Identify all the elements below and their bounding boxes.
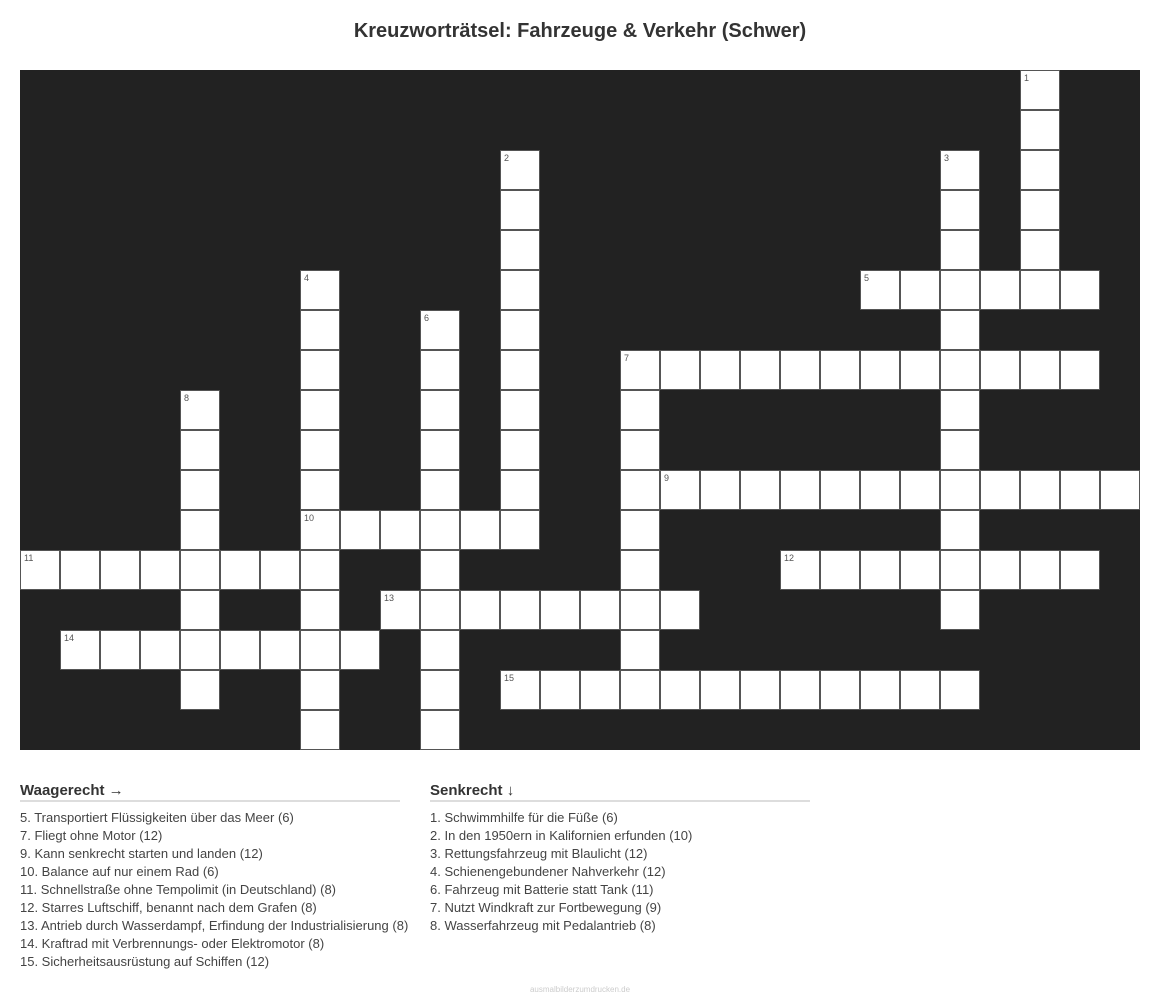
crossword-cell[interactable] [1020, 350, 1060, 390]
down-clue: 7. Nutzt Windkraft zur Fortbewegung (9) [430, 900, 662, 915]
crossword-cell[interactable] [580, 590, 620, 630]
crossword-cell[interactable] [500, 670, 540, 710]
crossword-grid [20, 70, 1140, 750]
clue-number: 9 [664, 473, 670, 483]
crossword-cell[interactable] [940, 550, 980, 590]
crossword-cell[interactable] [660, 670, 700, 710]
crossword-cell[interactable] [500, 270, 540, 310]
crossword-cell[interactable] [500, 190, 540, 230]
crossword-cell[interactable] [820, 670, 860, 710]
crossword-cell[interactable] [180, 630, 220, 670]
crossword-cell[interactable] [620, 590, 660, 630]
across-clue-list [20, 809, 409, 971]
crossword-cell[interactable] [20, 550, 60, 590]
clue-number: 13 [384, 593, 395, 603]
crossword-cell[interactable] [180, 510, 220, 550]
clue-number: 8 [184, 393, 190, 403]
crossword-cell[interactable] [620, 430, 660, 470]
crossword-cell[interactable] [980, 550, 1020, 590]
crossword-cell[interactable] [980, 470, 1020, 510]
crossword-cell[interactable] [700, 670, 740, 710]
clue-number: 3 [944, 153, 950, 163]
crossword-cell[interactable] [940, 390, 980, 430]
crossword-cell[interactable] [900, 270, 940, 310]
crossword-cell[interactable] [300, 590, 340, 630]
crossword-cell[interactable] [940, 150, 980, 190]
crossword-cell[interactable] [100, 630, 140, 670]
crossword-cell[interactable] [500, 590, 540, 630]
down-clues-section [430, 782, 810, 935]
crossword-cell[interactable] [420, 350, 460, 390]
crossword-cell[interactable] [380, 590, 420, 630]
down-clue-list [430, 809, 810, 935]
down-clue: 8. Wasserfahrzeug mit Pedalantrieb (8) [430, 918, 656, 933]
crossword-cell[interactable] [60, 550, 100, 590]
crossword-cell[interactable] [140, 630, 180, 670]
crossword-cell[interactable] [1020, 190, 1060, 230]
crossword-cell[interactable] [300, 510, 340, 550]
crossword-cell[interactable] [500, 350, 540, 390]
crossword-cell[interactable] [900, 550, 940, 590]
crossword-cell[interactable] [180, 390, 220, 430]
crossword-cell[interactable] [620, 510, 660, 550]
crossword-cell[interactable] [860, 350, 900, 390]
crossword-cell[interactable] [500, 390, 540, 430]
crossword-cell[interactable] [220, 630, 260, 670]
crossword-cell[interactable] [860, 670, 900, 710]
crossword-cell[interactable] [940, 470, 980, 510]
crossword-cell[interactable] [940, 430, 980, 470]
puzzle-title: Kreuzworträtsel: Fahrzeuge & Verkehr (Schwer) [353, 20, 807, 42]
crossword-cell[interactable] [940, 230, 980, 270]
crossword-cell[interactable] [1060, 270, 1100, 310]
down-clue: 2. In den 1950ern in Kalifornien erfunden (10) [430, 828, 693, 843]
crossword-cell[interactable] [300, 310, 340, 350]
crossword-cell[interactable] [100, 550, 140, 590]
crossword-cell[interactable] [180, 550, 220, 590]
crossword-cell[interactable] [1020, 150, 1060, 190]
crossword-cell[interactable] [860, 470, 900, 510]
crossword-cell[interactable] [700, 470, 740, 510]
crossword-cell[interactable] [820, 470, 860, 510]
clue-number: 5 [864, 273, 870, 283]
crossword-cell[interactable] [180, 670, 220, 710]
down-heading: Senkrecht ↓ [430, 782, 810, 802]
crossword-cell[interactable] [1100, 470, 1140, 510]
crossword-cell[interactable] [540, 590, 580, 630]
crossword-cell[interactable] [660, 470, 700, 510]
clue-number: 2 [504, 153, 510, 163]
crossword-cell[interactable] [1020, 230, 1060, 270]
crossword-cell[interactable] [300, 390, 340, 430]
clue-number: 6 [424, 313, 430, 323]
across-clue: 14. Kraftrad mit Verbrennungs- oder Elektromotor (8) [20, 936, 325, 951]
crossword-cell[interactable] [1060, 470, 1100, 510]
across-heading: Waagerecht → [20, 782, 400, 802]
crossword-cell[interactable] [420, 310, 460, 350]
crossword-cell[interactable] [340, 630, 380, 670]
crossword-cell[interactable] [820, 550, 860, 590]
crossword-cell[interactable] [300, 350, 340, 390]
crossword-cell[interactable] [940, 350, 980, 390]
across-clue: 10. Balance auf nur einem Rad (6) [20, 864, 219, 879]
crossword-cell[interactable] [500, 150, 540, 190]
crossword-cell[interactable] [860, 270, 900, 310]
crossword-cell[interactable] [620, 630, 660, 670]
crossword-cell[interactable] [420, 430, 460, 470]
crossword-cell[interactable] [500, 510, 540, 550]
crossword-cell[interactable] [620, 670, 660, 710]
crossword-cell[interactable] [420, 710, 460, 750]
across-clue: 13. Antrieb durch Wasserdampf, Erfindung der Industrialisierung (8) [20, 918, 409, 933]
down-clue: 3. Rettungsfahrzeug mit Blaulicht (12) [430, 846, 648, 861]
crossword-cell[interactable] [780, 350, 820, 390]
crossword-cell[interactable] [900, 350, 940, 390]
crossword-cell[interactable] [1060, 550, 1100, 590]
crossword-cell[interactable] [180, 470, 220, 510]
crossword-cell[interactable] [500, 310, 540, 350]
crossword-cell[interactable] [660, 590, 700, 630]
crossword-cell[interactable] [420, 630, 460, 670]
clue-number: 14 [64, 633, 75, 643]
crossword-cell[interactable] [740, 470, 780, 510]
crossword-cell[interactable] [940, 270, 980, 310]
clue-number: 15 [504, 673, 515, 683]
crossword-cell[interactable] [900, 470, 940, 510]
crossword-cell[interactable] [1020, 70, 1060, 110]
crossword-cell[interactable] [180, 430, 220, 470]
crossword-cell[interactable] [940, 190, 980, 230]
across-clue: 12. Starres Luftschiff, benannt nach dem Grafen (8) [20, 900, 317, 915]
crossword-cell[interactable] [500, 230, 540, 270]
crossword-cell[interactable] [300, 670, 340, 710]
crossword-cell[interactable] [940, 670, 980, 710]
crossword-cell[interactable] [500, 470, 540, 510]
crossword-cell[interactable] [940, 310, 980, 350]
crossword-cell[interactable] [780, 470, 820, 510]
crossword-cell[interactable] [460, 510, 500, 550]
crossword-cell[interactable] [340, 510, 380, 550]
crossword-cell[interactable] [540, 670, 580, 710]
crossword-cell[interactable] [300, 470, 340, 510]
crossword-cell[interactable] [420, 390, 460, 430]
crossword-cell[interactable] [1020, 470, 1060, 510]
crossword-cell[interactable] [300, 710, 340, 750]
crossword-cell[interactable] [60, 630, 100, 670]
across-clue: 9. Kann senkrecht starten und landen (12) [20, 846, 263, 861]
down-clue: 1. Schwimmhilfe für die Füße (6) [430, 810, 618, 825]
crossword-cell[interactable] [260, 550, 300, 590]
crossword-cell[interactable] [820, 350, 860, 390]
crossword-cell[interactable] [700, 350, 740, 390]
crossword-cell[interactable] [620, 550, 660, 590]
crossword-cell[interactable] [260, 630, 300, 670]
crossword-cell[interactable] [420, 670, 460, 710]
crossword-cell[interactable] [940, 590, 980, 630]
clue-number: 11 [24, 553, 34, 563]
crossword-cell[interactable] [980, 270, 1020, 310]
clue-number: 4 [304, 273, 310, 283]
crossword-cell[interactable] [420, 470, 460, 510]
crossword-cell[interactable] [1020, 550, 1060, 590]
across-clue: 11. Schnellstraße ohne Tempolimit (in Deutschland) (8) [20, 882, 336, 897]
crossword-cell[interactable] [1060, 350, 1100, 390]
crossword-cell[interactable] [900, 670, 940, 710]
crossword-cell[interactable] [780, 670, 820, 710]
across-clue: 7. Fliegt ohne Motor (12) [20, 828, 163, 843]
crossword-cell[interactable] [620, 470, 660, 510]
crossword-cell[interactable] [420, 590, 460, 630]
crossword-cell[interactable] [180, 590, 220, 630]
clue-number: 12 [784, 553, 795, 563]
crossword-cell[interactable] [620, 350, 660, 390]
crossword-cell[interactable] [140, 550, 180, 590]
crossword-cell[interactable] [380, 510, 420, 550]
footer-credit: ausmalbilderzumdrucken.de [529, 985, 631, 994]
crossword-cell[interactable] [740, 350, 780, 390]
crossword-cell[interactable] [780, 550, 820, 590]
across-clues-section [20, 782, 409, 971]
crossword-cell[interactable] [300, 430, 340, 470]
across-clue: 15. Sicherheitsausrüstung auf Schiffen (12) [20, 954, 270, 969]
across-clue: 5. Transportiert Flüssigkeiten über das Meer (6) [20, 810, 294, 825]
crossword-cell[interactable] [1020, 270, 1060, 310]
crossword-cell[interactable] [940, 510, 980, 550]
crossword-cell[interactable] [620, 390, 660, 430]
crossword-cell[interactable] [740, 670, 780, 710]
crossword-cell[interactable] [300, 630, 340, 670]
crossword-cell[interactable] [300, 270, 340, 310]
crossword-cell[interactable] [300, 550, 340, 590]
clue-number: 1 [1024, 73, 1030, 83]
crossword-cell[interactable] [860, 550, 900, 590]
clue-number: 10 [304, 513, 315, 523]
down-clue: 6. Fahrzeug mit Batterie statt Tank (11) [430, 882, 654, 897]
crossword-cell[interactable] [500, 430, 540, 470]
crossword-cell[interactable] [420, 550, 460, 590]
crossword-cell[interactable] [220, 550, 260, 590]
clue-number: 7 [624, 353, 630, 363]
crossword-cell[interactable] [420, 510, 460, 550]
crossword-cell[interactable] [980, 350, 1020, 390]
crossword-cell[interactable] [1020, 110, 1060, 150]
crossword-cell[interactable] [460, 590, 500, 630]
crossword-cell[interactable] [660, 350, 700, 390]
crossword-cell[interactable] [580, 670, 620, 710]
down-clue: 4. Schienengebundener Nahverkehr (12) [430, 864, 666, 879]
